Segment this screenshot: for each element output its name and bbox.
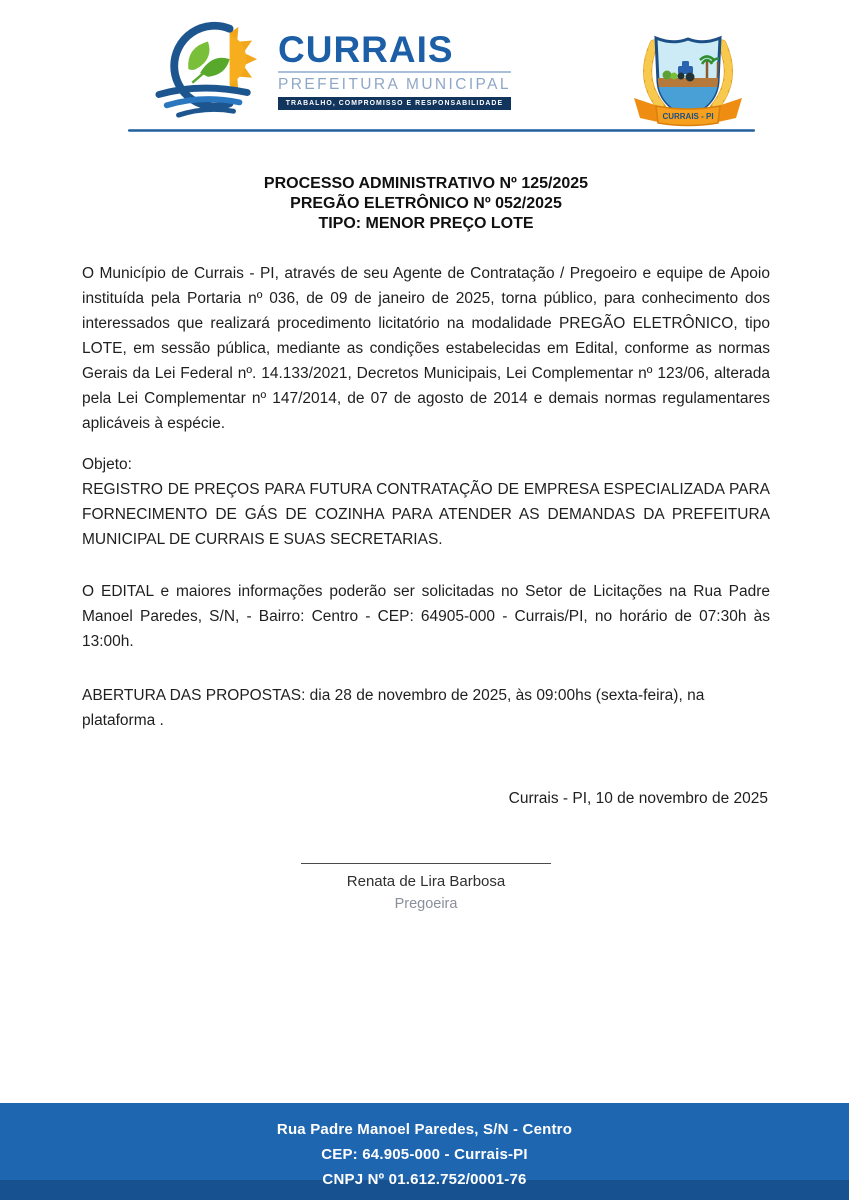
crest-ribbon-label: CURRAIS - PI [662, 112, 714, 121]
signer-role: Pregoeira [394, 895, 458, 912]
object-label: Objeto: [82, 455, 132, 473]
object-section [82, 452, 770, 552]
title-block [82, 174, 770, 234]
prefeitura-logo [138, 12, 511, 122]
logo-city-name: CURRAIS [278, 29, 454, 70]
place-date-line: Currais - PI, 10 de novembro de 2025 [508, 789, 768, 807]
logo-subtitle: PREFEITURA MUNICIPAL [278, 76, 511, 93]
municipal-crest-icon [612, 20, 764, 134]
signer-name: Renata de Lira Barbosa [346, 872, 506, 890]
document-footer [0, 1103, 849, 1200]
document-header [0, 0, 849, 130]
process-title-line-3: TIPO: MENOR PREÇO LOTE [318, 215, 534, 232]
process-title-line-1: PROCESSO ADMINISTRATIVO Nº 125/2025 [263, 175, 589, 192]
intro-paragraph: O Município de Currais - PI, através de seu Agente de Contratação / Pregoeiro e equipe de Apoio instituída pela Portaria nº 036, de 09 de janeiro de 2025, torna público, para conhecimento dos interessados que realizará procedimento licitatório na modalidade PREGÃO ELETRÔNICO, tipo LOTE, em sessão pública, mediante as condições estabelecidas em Edital, conforme as normas Gerais da Lei Federal nº. 14.133/2021, Decretos Municipais, Lei Complementar nº 123/06, alterada pela Lei Complementar nº 147/2014, de 07 de agosto de 2014 e demais normas regulamentares aplicáveis à espécie. [82, 265, 770, 432]
logo-text-block [278, 29, 511, 110]
footer-cnpj: CNPJ Nº 01.612.752/0001-76 [322, 1171, 527, 1188]
object-text: REGISTRO DE PREÇOS PARA FUTURA CONTRATAÇÃO DE EMPRESA ESPECIALIZADA PARA FORNECIMENTO DE GÁS DE COZINHA PARA ATENDER AS DEMANDAS DA PREFEITURA MUNICIPAL DE CURRAIS E SUAS SECRETARIAS. [82, 480, 770, 548]
logo-divider [278, 71, 511, 73]
signature-line [301, 863, 551, 864]
sun-leaf-field-icon [138, 12, 276, 122]
document-body [82, 132, 770, 912]
footer-cep: CEP: 64.905-000 - Currais-PI [321, 1146, 528, 1163]
opening-date-paragraph: ABERTURA DAS PROPOSTAS: dia 28 de novembro de 2025, às 09:00hs (sexta-feira), na plataforma . [82, 686, 705, 729]
process-title-line-2: PREGÃO ELETRÔNICO Nº 052/2025 [290, 195, 562, 212]
signature-block [82, 863, 770, 912]
logo-tagline-banner: TRABALHO, COMPROMISSO E RESPONSABILIDADE [278, 97, 511, 110]
footer-address: Rua Padre Manoel Paredes, S/N - Centro [276, 1121, 573, 1138]
edital-paragraph: O EDITAL e maiores informações poderão ser solicitadas no Setor de Licitações na Rua Padre Manoel Paredes, S/N, - Bairro: Centro - CEP: 64905-000 - Currais/PI, no horário de 07:30h às 13:00h. [82, 582, 770, 650]
